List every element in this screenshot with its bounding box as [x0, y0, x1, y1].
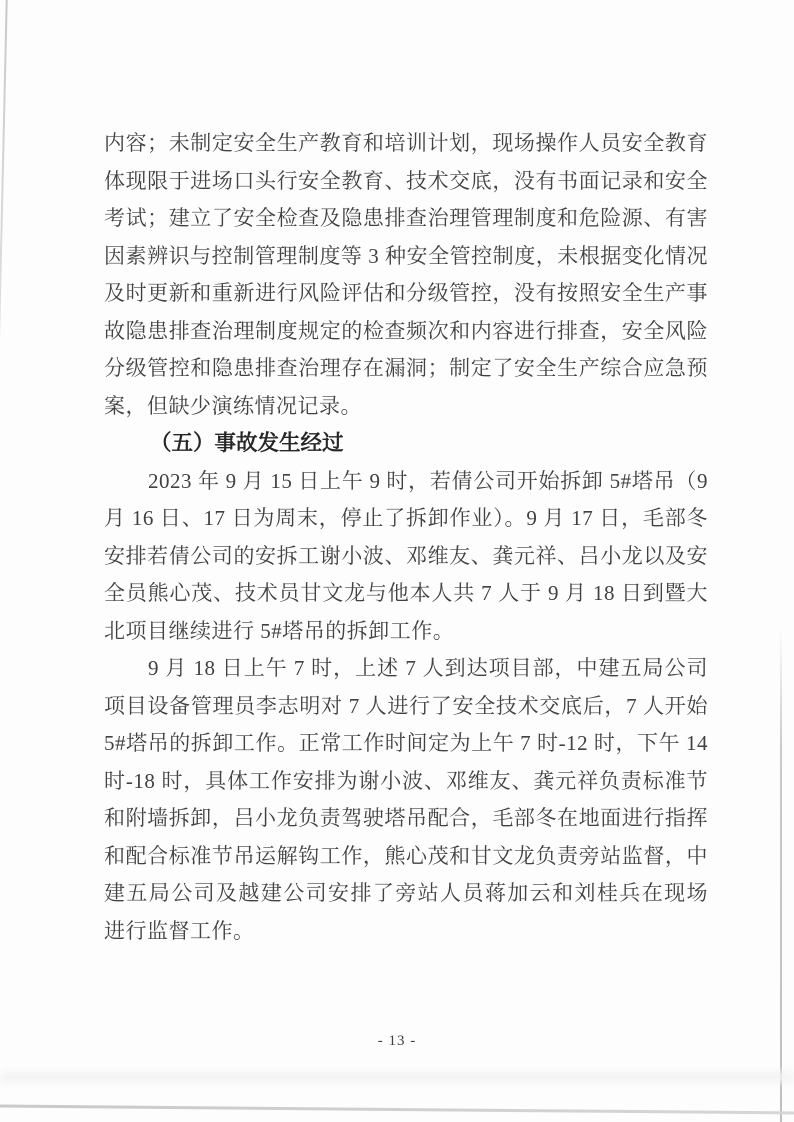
text-line: 体现限于进场口头行安全教育、技术交底，没有书面记录和安全 — [104, 168, 708, 193]
text-line: 9 月 18 日上午 7 时，上述 7 人到达项目部，中建五局公司 — [148, 656, 708, 680]
text-line: 故隐患排查治理制度规定的检查频次和内容进行排查，安全风险 — [104, 318, 708, 343]
text-line: 和配合标准节吊运解钩工作，熊心茂和甘文龙负责旁站监督，中 — [104, 843, 708, 868]
text-line: 案，但缺少演练情况记录。 — [104, 393, 362, 418]
text-line: 及时更新和重新进行风险评估和分级管控，没有按照安全生产事 — [104, 281, 708, 305]
text-line: 因素辨识与控制管理制度等 3 种安全管控制度，未根据变化情况 — [104, 243, 708, 268]
scan-edge-left-line — [0, 0, 8, 568]
scan-edge-bottom-line — [0, 1104, 794, 1114]
text-line: 月 16 日、17 日为周末，停止了拆卸作业）。9 月 17 日，毛部冬 — [104, 506, 708, 530]
scan-smudge-bottom — [0, 1072, 794, 1082]
section-heading: （五）事故发生经过 — [150, 431, 344, 455]
text-line: 北项目继续进行 5#塔吊的拆卸工作。 — [104, 618, 455, 643]
text-line: 和附墙拆卸，吕小龙负责驾驶塔吊配合，毛部冬在地面进行指挥 — [104, 806, 708, 830]
text-line: 建五局公司及越建公司安排了旁站人员蒋加云和刘桂兵在现场 — [104, 881, 708, 905]
text-block — [104, 125, 708, 950]
text-line: 2023 年 9 月 15 日上午 9 时，若倩公司开始拆卸 5#塔吊（9 — [148, 468, 708, 493]
text-line: 进行监督工作。 — [104, 918, 255, 943]
text-line: 时-18 时，具体工作安排为谢小波、邓维友、龚元祥负责标准节 — [104, 768, 708, 793]
text-line: 分级管控和隐患排查治理存在漏洞；制定了安全生产综合应急预 — [104, 356, 708, 380]
text-line: 5#塔吊的拆卸工作。正常工作时间定为上午 7 时-12 时，下午 14 — [104, 731, 708, 755]
text-line: 考试；建立了安全检查及隐患排查治理管理制度和危险源、有害 — [104, 206, 708, 230]
text-line: 内容；未制定安全生产教育和培训计划，现场操作人员安全教育 — [104, 131, 708, 155]
text-line: 项目设备管理员李志明对 7 人进行了安全技术交底后，7 人开始 — [104, 693, 708, 718]
text-line: 全员熊心茂、技术员甘文龙与他本人共 7 人于 9 月 18 日到暨大 — [104, 581, 708, 605]
text-line: 安排若倩公司的安拆工谢小波、邓维友、龚元祥、吕小龙以及安 — [104, 543, 708, 568]
page-number: - 13 - — [377, 1033, 417, 1049]
